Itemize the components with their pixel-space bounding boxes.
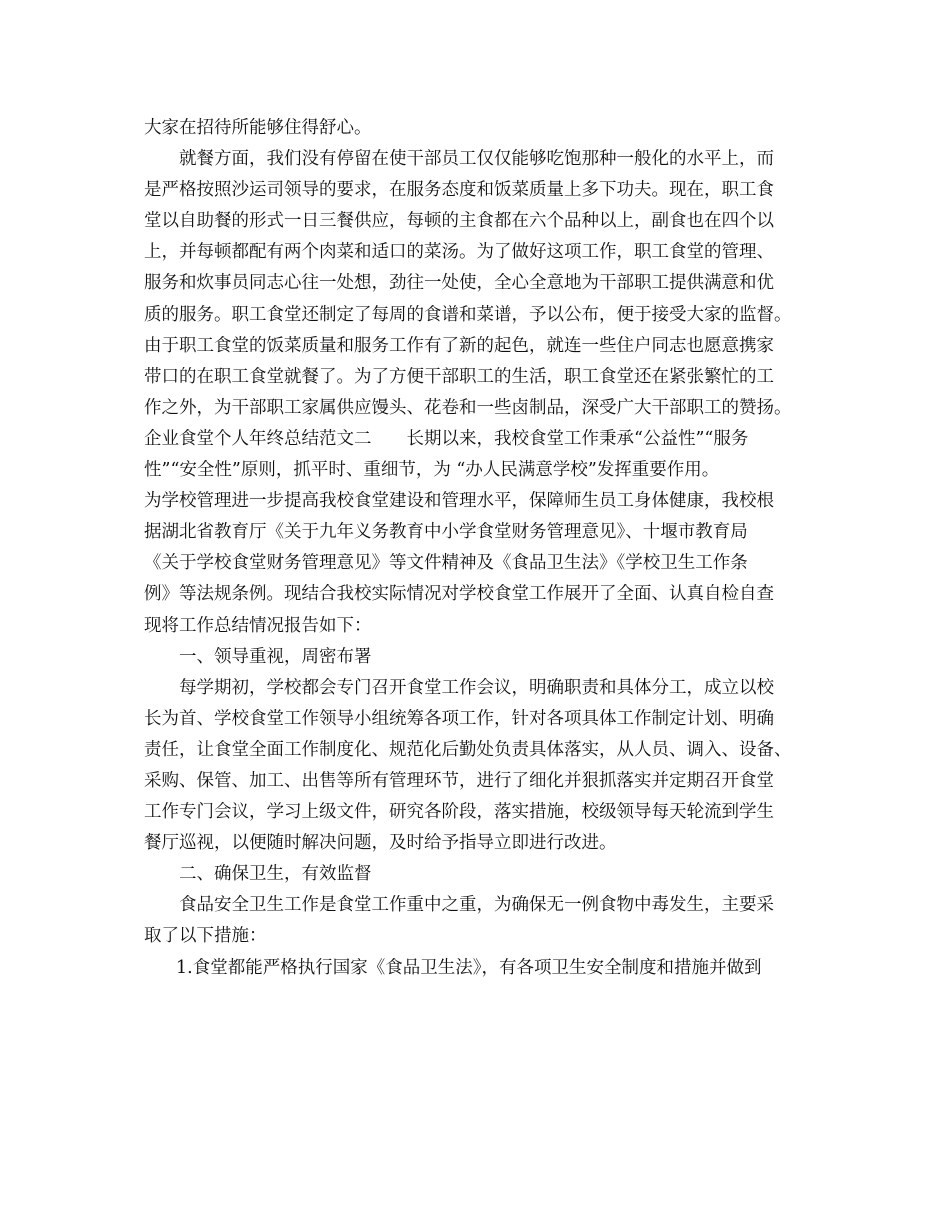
text-line: 据湖北省教育厅《关于九年义务教育中小学食堂财务管理意见》、十堰市教育局 bbox=[144, 522, 748, 543]
paragraph-first-line: 食品安全卫生工作是食堂工作重中之重，为确保无一例食物中毒发生，主要采 bbox=[179, 895, 774, 916]
document-body bbox=[144, 113, 834, 984]
text-line: 作之外，为干部职工家属供应馒头、花卷和一些卤制品，深受广大干部职工的赞扬。 bbox=[144, 397, 792, 418]
paragraph-first-line: 每学期初，学校都会专门召开食堂工作会议，明确职责和具体分工，成立以校 bbox=[179, 677, 774, 698]
text-line: 由于职工食堂的饭菜质量和服务工作有了新的起色，就连一些住户同志也愿意携家 bbox=[144, 335, 774, 356]
text-line: 工作专门会议，学习上级文件，研究各阶段，落实措施，校级领导每天轮流到学生 bbox=[144, 802, 774, 823]
text-line: 服务和炊事员同志心往一处想，劲往一处使，全心全意地为干部职工提供满意和优 bbox=[144, 273, 774, 294]
text-line: 为学校管理进一步提高我校食堂建设和管理水平，保障师生员工身体健康，我校根 bbox=[144, 491, 774, 512]
text-line: 带口的在职工食堂就餐了。为了方便干部职工的生活，职工食堂还在紧张繁忙的工 bbox=[144, 366, 774, 387]
text-line: 质的服务。职工食堂还制定了每周的食谱和菜谱，予以公布，便于接受大家的监督。 bbox=[144, 304, 792, 325]
section-heading: 一、领导重视，周密布署 bbox=[179, 646, 372, 667]
text-line: 大家在招待所能够住得舒心。 bbox=[144, 118, 372, 138]
text-line: 堂以自助餐的形式一日三餐供应，每顿的主食都在六个品种以上，副食也在四个以 bbox=[144, 211, 774, 232]
text-line: 是严格按照沙运司领导的要求，在服务态度和饭菜质量上多下功夫。现在，职工食 bbox=[144, 180, 774, 201]
text-line: 企业食堂个人年终总结范文二 长期以来，我校食堂工作秉承“公益性”“服务 bbox=[144, 428, 749, 449]
text-line: 现将工作总结情况报告如下： bbox=[144, 615, 372, 636]
text-line: 上，并每顿都配有两个肉菜和适口的菜汤。为了做好这项工作，职工食堂的管理、 bbox=[144, 242, 774, 263]
text-line: 《关于学校食堂财务管理意见》等文件精神及《食品卫生法》《学校卫生工作条 bbox=[144, 553, 748, 574]
text-line: 责任，让食堂全面工作制度化、规范化后勤处负责具体落实，从人员、调入、设备、 bbox=[144, 739, 792, 760]
section-heading: 二、确保卫生，有效监督 bbox=[179, 864, 372, 885]
text-line: 长为首、学校食堂工作领导小组统筹各项工作，针对各项具体工作制定计划、明确 bbox=[144, 708, 774, 729]
numbered-item: 1.食堂都能严格执行国家《食品卫生法》，有各项卫生安全制度和措施并做到 bbox=[176, 957, 762, 978]
text-line: 例》等法规条例。现结合我校实际情况对学校食堂工作展开了全面、认真自检自查 bbox=[144, 584, 774, 605]
text-line: 餐厅巡视，以便随时解决问题，及时给予指导立即进行改进。 bbox=[144, 833, 617, 854]
text-line: 采购、保管、加工、出售等所有管理环节，进行了细化并狠抓落实并定期召开食堂 bbox=[144, 770, 774, 791]
text-line: 取了以下措施： bbox=[144, 926, 267, 947]
paragraph-first-line: 就餐方面，我们没有停留在使干部员工仅仅能够吃饱那种一般化的水平上，而 bbox=[179, 149, 774, 170]
text-line: 性”“安全性”原则，抓平时、重细节，为 “办人民满意学校”发挥重要作用。 bbox=[144, 460, 720, 481]
